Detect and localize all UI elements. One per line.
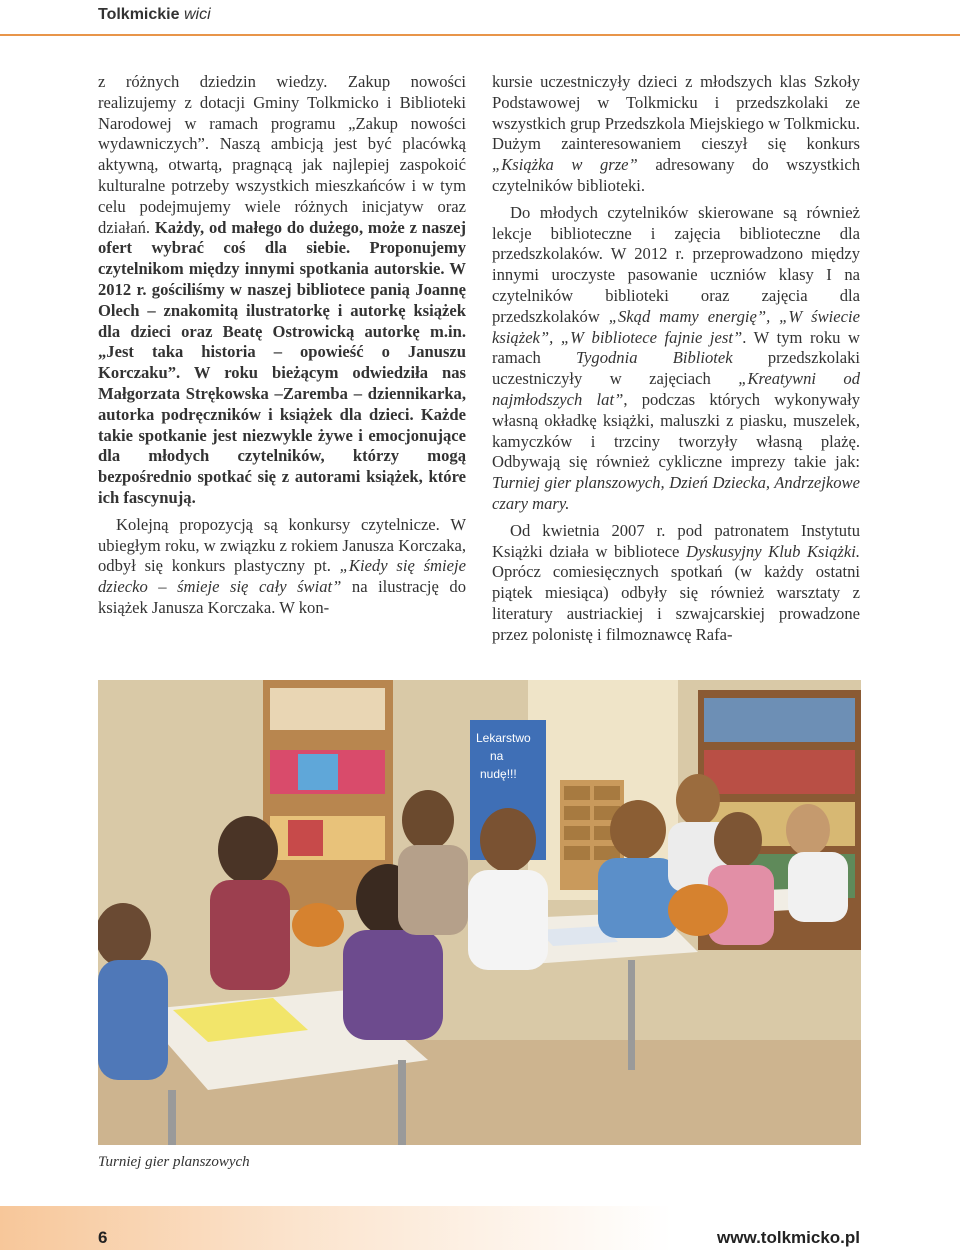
right-p3-italic: Dyskusyjny Klub Książki.	[686, 541, 860, 561]
right-p3-b: Oprócz comiesięcznych spotkań (w każdy ostatni piątek miesiąca) odbyły się również warsztaty z literatury austriackiej i szwajcarskiej prowadzone przez polonistę i filmoznawcę Rafa-	[492, 562, 860, 644]
left-paragraph-1	[98, 72, 466, 509]
left-paragraph-2	[98, 515, 466, 619]
right-p3-a: Od kwietnia 2007 r. pod patronatem Instytutu Książki działa w bibliotece	[492, 520, 860, 561]
website-link[interactable]: www.tolkmicko.pl	[717, 1228, 860, 1247]
poster-line-3: nudę!!!	[480, 767, 517, 781]
left-p2-regular-b: na ilustrację do książek Janusza Korczaka. W kon-	[98, 577, 466, 617]
right-p1-italic: „Książka w grze”	[492, 155, 638, 175]
right-p1-a: kursie uczestniczyły dzieci z młodszych klas Szkoły Podstawowej w Tolkmicku i przedszkolaki ze wszystkich grup Przedszkola Miejskiego w Tolkmicku. Dużym zainteresowaniem cieszył się konkurs	[492, 72, 860, 154]
right-p1-b: adresowany do wszystkich czytelników biblioteki.	[492, 155, 861, 195]
poster-line-2: na	[490, 749, 504, 763]
left-p2-regular-a: Kolejną propozycją są konkursy czytelnicze. W ubiegłym roku, w związku z rokiem Janusza Korczaka, odbył się konkurs plastyczny pt.	[98, 514, 466, 576]
left-p2-italic: „Kiedy się śmieje dziecko – śmieje się cały świat”	[98, 556, 466, 597]
photo-caption: Turniej gier planszowych	[98, 1154, 250, 1170]
right-p2-italic-2: Tygodnia Bibliotek	[576, 348, 733, 368]
left-p1-regular: z różnych dziedzin wiedzy. Zakup nowości realizujemy z dotacji Gminy Tolkmicko i Biblioteki Narodowej w ramach programu „Zakup nowości wydawniczych”. Naszą ambicją jest być placówką aktywną, otwartą, pragnącą jak najlepiej zaspokoić kulturalne potrzeby wszystkich mieszkańców i w tym celu podejmujemy wiele różnych inicjatyw oraz działań.	[98, 72, 466, 237]
right-p2-c: przedszkolaki uczestniczyły w zajęciach	[492, 348, 860, 389]
right-p2-italic-4: Turniej gier planszowych, Dzień Dziecka, Andrzejkowe czary mary.	[492, 473, 860, 513]
right-paragraph-3	[492, 521, 860, 646]
board-game-tournament-photo	[98, 680, 861, 1145]
right-p2-italic-3: „Kreatywni od najmłodszych lat”	[492, 369, 860, 409]
page-number: 6	[98, 1228, 108, 1247]
left-p1-bold: Każdy, od małego do dużego, może z naszej ofert wybrać coś dla siebie. Proponujemy czytelnikom między innymi spotkania autorskie. W 2012 r. gościliśmy w naszej bibliotece panią Joannę Olech – znakomitą ilustratorkę i autorkę książek dla dzieci oraz Beatę Ostrowicką autorkę m.in. „Jest taka historia – opowieść o Januszu Korczaku”. W roku bieżącym odwiedziła nas Małgorzata Strękowska –Zaremba – dziennikarka, autorka podręczników i książek dla dzieci. Każde takie spotkanie jest niezwykle żywe i emocjonujące dla młodych czytelników, którzy mogą bezpośrednio spotkać się z autorami książek, które ich fascynują.	[98, 217, 466, 507]
right-p2-b: . W tym roku w ramach	[492, 327, 860, 368]
right-p2-a: Do młodych czytelników skierowane są również lekcje biblioteczne i zajęcia biblioteczne dla przedszkolaków. W 2012 r. przeprowadzono między innymi uroczyste pasowanie uczniów klasy I na czytelników biblioteki oraz zajęcia dla przedszkolaków	[492, 202, 860, 326]
right-p2-italic-1: „Skąd mamy energię”, „W świecie książek”, „W bibliotece fajnie jest”	[492, 306, 860, 347]
left-column	[98, 72, 466, 625]
right-paragraph-2	[492, 203, 860, 515]
header-title	[98, 6, 211, 24]
photo-illustration	[98, 680, 861, 1145]
right-paragraph-1	[492, 72, 860, 197]
right-p2-d: , podczas których wykonywały własną okładkę książki, maluszki z piasku, muszelek, kamyczków i trzciny tworzyły własną plażę. Odbywają się również cykliczne imprezy takie jak:	[492, 389, 860, 472]
right-column	[492, 72, 860, 652]
header-title-main: Tolkmickie	[98, 6, 180, 23]
poster-line-1: Lekarstwo	[476, 731, 531, 745]
header-title-italic: wici	[183, 6, 211, 23]
